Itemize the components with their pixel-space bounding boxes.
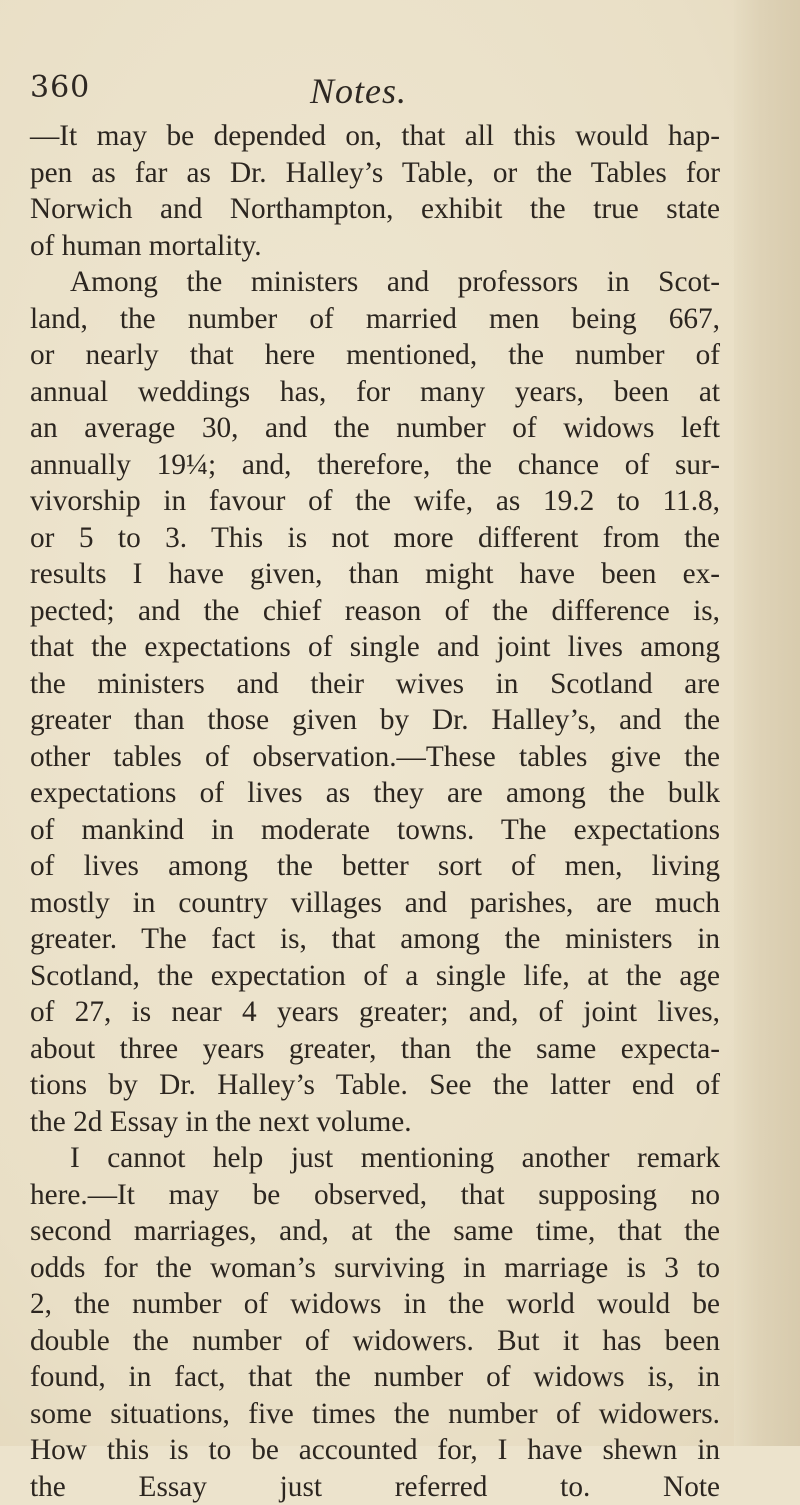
text-line: odds for the woman’s surviving in marriage is 3 to xyxy=(30,1250,720,1287)
text-line: Norwich and Northampton, exhibit the true state xyxy=(30,191,720,228)
text-line: Among the ministers and professors in Scot- xyxy=(30,264,720,301)
text-line: I cannot help just mentioning another remark xyxy=(30,1140,720,1177)
text-line: Scotland, the expectation of a single life, at the age xyxy=(30,958,720,995)
text-line: expectations of lives as they are among the bulk xyxy=(30,775,720,812)
text-line: tions by Dr. Halley’s Table. See the latter end of xyxy=(30,1067,720,1104)
text-line: pected; and the chief reason of the difference is, xyxy=(30,593,720,630)
text-line: annual weddings has, for many years, been at xyxy=(30,374,720,411)
text-line: some situations, five times the number of widowers. xyxy=(30,1396,720,1433)
text-line: greater than those given by Dr. Halley’s, and the xyxy=(30,702,720,739)
text-line: pen as far as Dr. Halley’s Table, or the Tables for xyxy=(30,155,720,192)
text-line: the 2d Essay in the next volume. xyxy=(30,1104,720,1141)
text-line: vivorship in favour of the wife, as 19.2 to 11.8, xyxy=(30,483,720,520)
page-header xyxy=(30,56,720,116)
running-title: Notes. xyxy=(310,70,407,112)
text-line: results I have given, than might have been ex- xyxy=(30,556,720,593)
text-line: of lives among the better sort of men, living xyxy=(30,848,720,885)
text-line: mostly in country villages and parishes, are much xyxy=(30,885,720,922)
text-line: here.—It may be observed, that supposing no xyxy=(30,1177,720,1214)
body-text xyxy=(30,118,720,1505)
text-line: the Essay just referred to. Note xyxy=(30,1469,720,1505)
text-line: the ministers and their wives in Scotland are xyxy=(30,666,720,703)
text-line: annually 19¼; and, therefore, the chance of sur- xyxy=(30,447,720,484)
text-line: found, in fact, that the number of widows is, in xyxy=(30,1359,720,1396)
text-line: other tables of observation.—These tables give the xyxy=(30,739,720,776)
page-number: 360 xyxy=(30,70,90,105)
text-line: that the expectations of single and joint lives among xyxy=(30,629,720,666)
text-line: double the number of widowers. But it has been xyxy=(30,1323,720,1360)
text-line: How this is to be accounted for, I have shewn in xyxy=(30,1432,720,1469)
text-line: of human mortality. xyxy=(30,228,720,265)
page-edge xyxy=(734,0,800,1446)
text-line: land, the number of married men being 667, xyxy=(30,301,720,338)
text-line: of 27, is near 4 years greater; and, of joint lives, xyxy=(30,994,720,1031)
text-line: or nearly that here mentioned, the number of xyxy=(30,337,720,374)
text-line: second marriages, and, at the same time, that the xyxy=(30,1213,720,1250)
text-line: of mankind in moderate towns. The expectations xyxy=(30,812,720,849)
text-line: 2, the number of widows in the world would be xyxy=(30,1286,720,1323)
text-line: about three years greater, than the same expecta- xyxy=(30,1031,720,1068)
text-line: greater. The fact is, that among the ministers in xyxy=(30,921,720,958)
text-line: or 5 to 3. This is not more different from the xyxy=(30,520,720,557)
text-line: —It may be depended on, that all this would hap- xyxy=(30,118,720,155)
text-line: an average 30, and the number of widows left xyxy=(30,410,720,447)
